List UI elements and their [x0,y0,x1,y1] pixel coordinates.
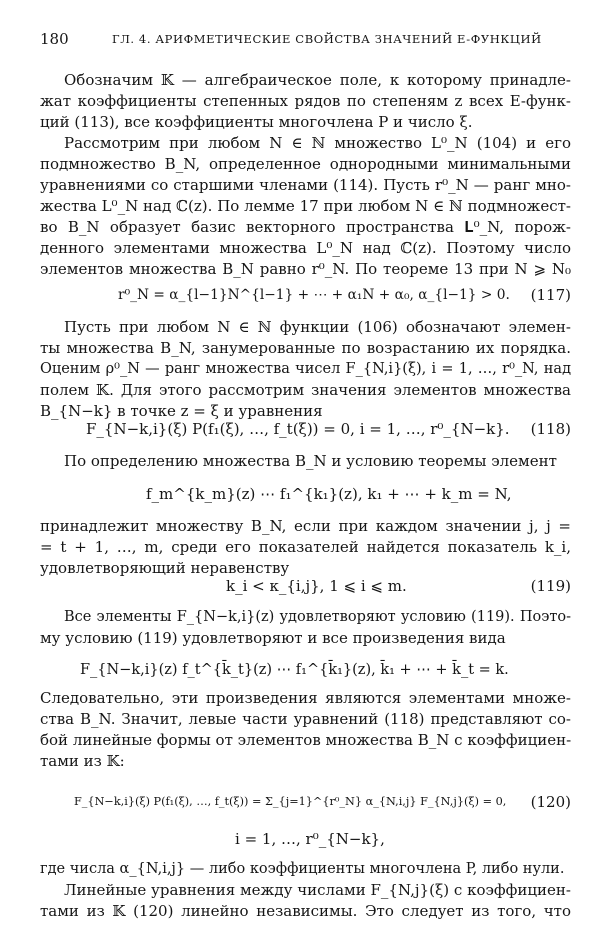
text-line: жат коэффициенты степенных рядов по степеням z всех E-функ- [40,92,571,110]
running-header [40,30,571,52]
equation-number: (118) [530,420,571,438]
equation-number: (120) [530,793,571,811]
text-line: элементов множества B_N равно r⁰_N. По теореме 13 при N ⩾ N₀ [40,260,571,278]
text-line: Рассмотрим при любом N ∈ ℕ множество L⁰_N (104) и его [64,134,571,152]
text-line: B_{N−k} в точке z = ξ и уравнения [40,402,323,420]
text-line: ства B_N. Значит, левые части уравнений (118) представляют со- [40,710,571,728]
text-line: Оценим ρ⁰_N — ранг множества чисел F_{N,i}(ξ), i = 1, …, r⁰_N, над [40,361,571,377]
text-line: жества L⁰_N над ℂ(z). По лемме 17 при любом N ∈ ℕ подмножест- [40,197,571,215]
text-line: полем 𝕂. Для этого рассмотрим значения элементов множества [40,381,571,399]
text-line: во B_N образует базис векторного пространства 𝐋⁰_N, порож- [40,218,571,236]
text-line: Следовательно, эти произведения являются элементами множе- [40,689,571,707]
text-line: = t + 1, …, m, среди его показателей найдется показатель k_i, [40,538,571,556]
text-line: где числа α_{N,i,j} — либо коэффициенты многочлена P, либо нули. [40,861,565,877]
text-line: бой линейные формы от элементов множества B_N с коэффициен- [40,731,572,749]
text-line: По определению множества B_N и условию теоремы элемент [64,452,557,470]
text-line: Обозначим 𝕂 — алгебраическое поле, к которому принадле- [64,71,571,89]
text-line: удовлетворяющий неравенству [40,559,290,577]
text-line: тами из 𝕂: [40,752,125,770]
equation-number: (117) [530,286,571,304]
formula-body: r⁰_N = α_{l−1}N^{l−1} + ⋯ + α₁N + α₀, α_{l−1} > 0. [118,287,510,303]
text-line: денного элементами множества L⁰_N над ℂ(z). Поэтому число [40,239,571,257]
text-line: уравнениями со старшими членами (114). Пусть r⁰_N — ранг мно- [40,176,571,194]
text-line: подмножество B_N, определенное однородными минимальными [40,155,571,173]
text-line: му условию (119) удовлетворяют и все произведения вида [40,629,506,647]
text-line: принадлежит множеству B_N, если при каждом значении j, j = [40,517,571,535]
text-line: тами из 𝕂 (120) линейно независимы. Это следует из того, что [40,902,571,920]
equation-number: (119) [530,577,571,595]
text-line: Пусть при любом N ∈ ℕ функции (106) обозначают элемен- [64,318,571,336]
running-title: ГЛ. 4. АРИФМЕТИЧЕСКИЕ СВОЙСТВА ЗНАЧЕНИЙ E-ФУНКЦИЙ [112,32,542,46]
formula-body: F_{N−k,i}(z) f_t^{k̄_t}(z) ⋯ f₁^{k̄₁}(z), k̄₁ + ⋯ + k̄_t = k. [80,662,509,678]
formula-body: f_m^{k_m}(z) ⋯ f₁^{k₁}(z), k₁ + ⋯ + k_m = N, [146,485,512,503]
text-line: Линейные уравнения между числами F_{N,j}(ξ) с коэффициен- [64,881,571,899]
text-line: Все элементы F_{N−k,i}(z) удовлетворяют условию (119). Поэто- [64,609,571,625]
formula-body: F_{N−k,i}(ξ) P(f₁(ξ), …, f_t(ξ)) = Σ_{j=1}^{r⁰_N} α_{N,i,j} F_{N,j}(ξ) = 0, [74,795,507,808]
text-line: ты множества B_N, занумерованные по возрастанию их порядка. [40,339,571,357]
formula-body: k_i < κ_{i,j}, 1 ⩽ i ⩽ m. [226,577,407,595]
text-line: ций (113), все коэффициенты многочлена P и число ξ. [40,113,473,131]
formula-body: F_{N−k,i}(ξ) P(f₁(ξ), …, f_t(ξ)) = 0, i = 1, …, r⁰_{N−k}. [86,420,510,438]
formula-body: i = 1, …, r⁰_{N−k}, [235,830,385,848]
page-number: 180 [40,30,69,48]
